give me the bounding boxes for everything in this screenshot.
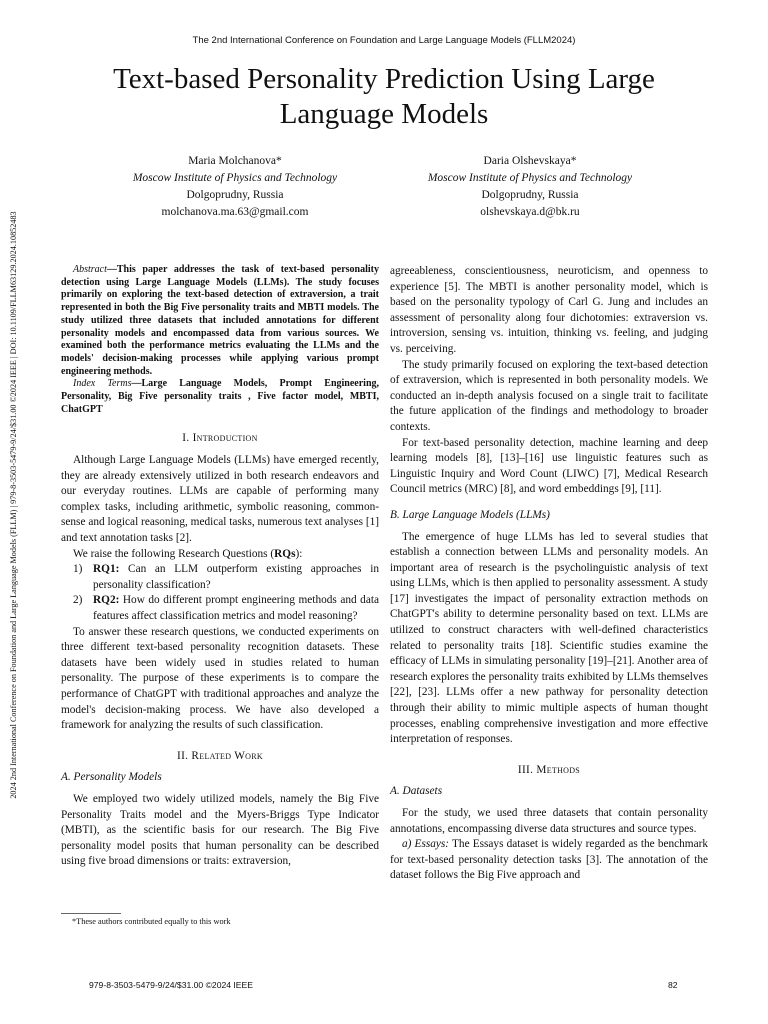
doi-sidebar: 2024 2nd International Conference on Foundation and Large Language Models (FLLM) | 979-8-3503-5479-9/24/$31.00 ©2024 IEEE | DOI: 10.1109/FLLM63129.2024.10852483 (9, 211, 18, 799)
section-number: I. (182, 432, 190, 445)
section-heading-methods (390, 763, 708, 779)
related-paragraph-1: We employed two widely utilized models, namely the Big Five Personality Traits model and the Myers-Briggs Type Indicator (MBTI), as the scientific basis for our research. The Big Five personality model posits that human personality can be described using five broad dimensions or traits: extraversion, (61, 792, 379, 868)
subsection-heading: A. Datasets (390, 785, 443, 798)
right-paragraph-4: The emergence of huge LLMs has led to several studies that establish a connection between LLMs and personality models. An important area of research is the psycholinguistic analysis of text using LLMs, which is then applied to personality assessment. A study [17] investigates the impact of personality extraction methods on ChatGPT's ability to determine personality based on text. LLMs are utilized to construct characters with well-defined characteristics related to personality traits [18]. Scientific studies examine the efficacy of LLMs in simulating personality [19]–[21]. Another area of research explores the personality traits exhibited by LLMs themselves [22], [23]. LLMs offer a new pathway for personality detection through their ability to mimic multiple aspects of human thought processes, enabling comprehensive investigation and more effective interpretation of responses. (390, 530, 708, 746)
subsection-heading: B. Large Language Models (LLMs) (390, 508, 550, 521)
footnote: *These authors contributed equally to this work (72, 917, 231, 926)
list-item (61, 562, 379, 593)
abstract-text: —This paper addresses the task of text-based personality detection using Large Language Models (LLMs). The study focuses primarily on exploring the text-based detection of extraversion, a trait represented in both the Big Five personality traits and MBTI models. The study utilized three datasets that included annotations for different personality models and encompassed data from various sources. We examined both the performance metrics evaluating the LLMs and the models' decision-making processes while applying various prompt engineering methods. (61, 264, 379, 377)
page-number: 82 (668, 980, 678, 990)
author-email[interactable]: molchanova.ma.63@gmail.com (161, 206, 309, 218)
text-span: ): (295, 547, 303, 560)
subsection-heading: A. Personality Models (61, 771, 162, 784)
abstract (61, 264, 379, 378)
index-terms-label: Index Terms (73, 378, 132, 390)
rq-label: RQ1: (93, 563, 120, 576)
section-title: Methods (536, 763, 581, 776)
paragraph-label: a) Essays: (402, 838, 450, 851)
author-email[interactable]: olshevskaya.d@bk.ru (480, 206, 580, 218)
intro-paragraph-3: To answer these research questions, we conducted experiments on three different text-based personality recognition datasets. These datasets have been widely used in studies related to human personality. The purpose of these experiments is to compare the performance of ChatGPT with traditional approaches and analyze the model's decision-making process. We have also developed a framework for analyzing the results of such classification. (61, 625, 379, 732)
intro-paragraph-2 (61, 547, 379, 563)
paper-title: Text-based Personality Prediction Using Large Language Models (113, 63, 655, 130)
conference-header: The 2nd International Conference on Foundation and Large Language Models (FLLM2024) (192, 35, 576, 46)
right-column (390, 264, 708, 884)
author-affiliation: Moscow Institute of Physics and Technology (132, 172, 338, 184)
list-item (61, 593, 379, 624)
index-terms-text: —Large Language Models, Prompt Engineering, Personality, Big Five personality traits , Five factor model, MBTI, ChatGPT (61, 378, 380, 415)
right-paragraph-1: agreeableness, conscientiousness, neuroticism, and openness to experience [5]. The MBTI is another personality model, which is based on the personality typology of Carl G. Jung and includes an assessment of personality along four dichotomies: extraversion vs. introversion, sensing vs. intuition, thinking vs. feeling, and judging vs. perceiving. (390, 265, 708, 355)
index-terms (61, 378, 379, 416)
intro-paragraph-1: Although Large Language Models (LLMs) have emerged recently, they are already extensively utilized in both research endeavors and our everyday routines. LLMs are capable of performing many complex tasks, including arithmetic, symbolic reasoning, common-sense and logical reasoning, medical tasks, numerous text analyses [1] and text annotation tasks [2]. (61, 454, 379, 544)
rq-text: How do different prompt engineering methods and data features affect classification metrics and model reasoning? (93, 594, 379, 622)
author-name: Maria Molchanova* (188, 155, 282, 167)
rqs-abbrev: RQs (274, 547, 296, 560)
footnote-divider (61, 913, 121, 914)
author-name: Daria Olshevskaya* (483, 155, 577, 167)
section-number: II. (177, 749, 189, 762)
author-block-1 (85, 153, 385, 221)
research-questions-list (61, 562, 379, 624)
author-location: Dolgoprudny, Russia (481, 189, 579, 201)
left-column (61, 264, 379, 870)
list-number: 2) (73, 594, 83, 607)
author-location: Dolgoprudny, Russia (186, 189, 284, 201)
section-number: III. (517, 763, 534, 776)
section-title: Introduction (192, 432, 258, 445)
author-affiliation: Moscow Institute of Physics and Technology (427, 172, 633, 184)
abstract-label: Abstract (73, 264, 107, 275)
right-paragraph-2: The study primarily focused on exploring the text-based detection of extraversion, which is represented in both personality models. We conducted an in-depth analysis focused on a single trait to facilitate the future application of the findings and methodology to broader contexts. (390, 358, 708, 433)
right-paragraph-5: For the study, we used three datasets that contain personality annotations, encompassing diverse data structures and source types. (390, 807, 708, 835)
section-heading-related-work (61, 749, 379, 765)
author-block-2 (380, 153, 680, 221)
right-paragraph-3: For text-based personality detection, machine learning and deep learning models [8], [13]–[16] use linguistic features such as Linguistic Inquiry and Word Count (LIWC) [7], Medical Research Council metrics (MRC) [8], and word embeddings [9], [11]. (390, 436, 708, 496)
section-title: Related Work (191, 749, 263, 762)
rq-text: Can an LLM outperform existing approaches in personality classification? (93, 563, 379, 591)
rq-label: RQ2: (93, 594, 120, 607)
right-paragraph-6 (390, 837, 708, 884)
list-number: 1) (73, 563, 83, 576)
copyright-footer: 979-8-3503-5479-9/24/$31.00 ©2024 IEEE (89, 980, 254, 990)
section-heading-introduction (61, 431, 379, 447)
text-span: We raise the following Research Questions ( (73, 547, 275, 560)
text-span: The Essays dataset is widely regarded as the benchmark for text-based personality detection tasks [3]. The annotation of the dataset follows the Big Five approach and (390, 838, 709, 882)
